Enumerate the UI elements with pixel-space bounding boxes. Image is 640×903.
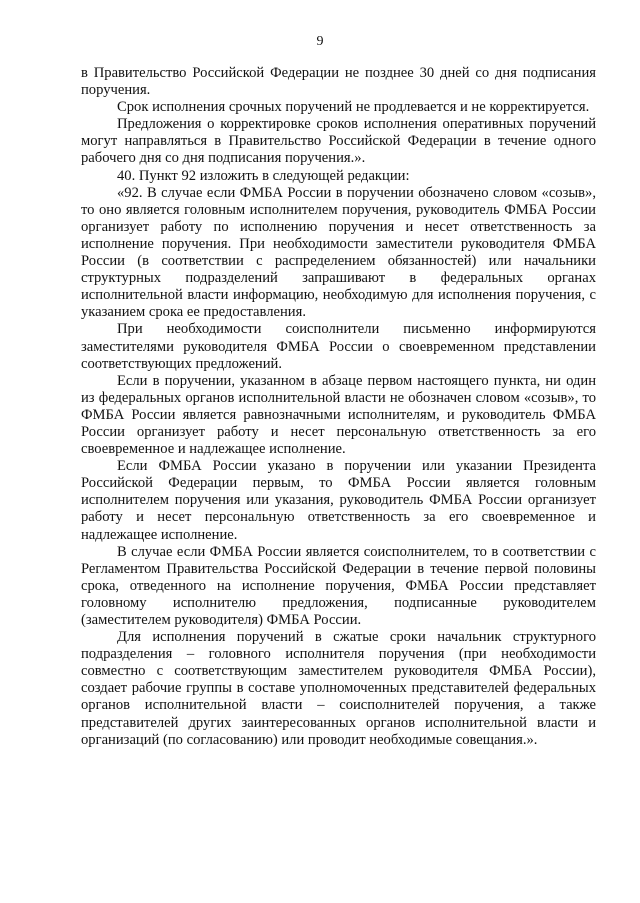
page-number: 9: [316, 34, 324, 49]
paragraph-2: Срок исполнения срочных поручений не продлевается и не корректируется.: [117, 99, 590, 116]
paragraph-3: Предложения о корректировке сроков исполнения оперативных поручений могут направляться в Правительство Российской Федерации в течение одного рабочего дня со дня подписания поручения.».: [81, 116, 596, 167]
paragraph-5: «92. В случае если ФМБА России в поручении обозначено словом «созыв», то оно является головным исполнителем поручения, руководитель ФМБА России организует работу по исполнению поручения и несет ответственность за исполнение поручения. При необходимости заместители руководителя ФМБА России (в соответствии с распределением обязанностей) или начальники структурных подразделений запрашивают в федеральных органах исполнительной власти информацию, необходимую для исполнения поручения, с указанием срока ее предоставления.: [81, 184, 596, 321]
paragraph-9: В случае если ФМБА России является соисполнителем, то в соответствии с Регламентом Правительства Российской Федерации в течение первой половины срока, отведенного на исполнение поручения, ФМБА России представляет головному исполнителю предложения, подписанные руководителем (заместителем руководителя) ФМБА России.: [81, 543, 596, 628]
paragraph-10: Для исполнения поручений в сжатые сроки начальник структурного подразделения – головного исполнителя поручения (при необходимости совместно с соответствующим заместителем руководителя ФМБА России), создает рабочие группы в составе уполномоченных представителей федеральных органов исполнительной власти – соисполнителей поручения, а также представителей других заинтересованных органов исполнительной власти и организаций (по согласованию) или проводит необходимые совещания.».: [81, 629, 596, 748]
paragraph-4: 40. Пункт 92 изложить в следующей редакции:: [117, 167, 410, 184]
paragraph-6: При необходимости соисполнители письменно информируются заместителями руководителя ФМБА России о своевременном представлении соответствующих предложений.: [81, 321, 596, 372]
paragraph-1: в Правительство Российской Федерации не позднее 30 дней со дня подписания поручения.: [81, 65, 596, 99]
paragraph-8: Если ФМБА России указано в поручении или указании Президента Российской Федерации первым, то ФМБА России является головным исполнителем поручения или указания, руководитель ФМБА России организует работу и несет персональную ответственность за его своевременное и надлежащее исполнение.: [81, 458, 596, 543]
document-body: [81, 65, 596, 749]
paragraph-7: Если в поручении, указанном в абзаце первом настоящего пункта, ни один из федеральных органов исполнительной власти не обозначен словом «созыв», то ФМБА России является равнозначными исполнителям, и руководитель ФМБА России организует работу и несет персональную ответственность за его своевременное и надлежащее исполнение.: [81, 372, 596, 458]
